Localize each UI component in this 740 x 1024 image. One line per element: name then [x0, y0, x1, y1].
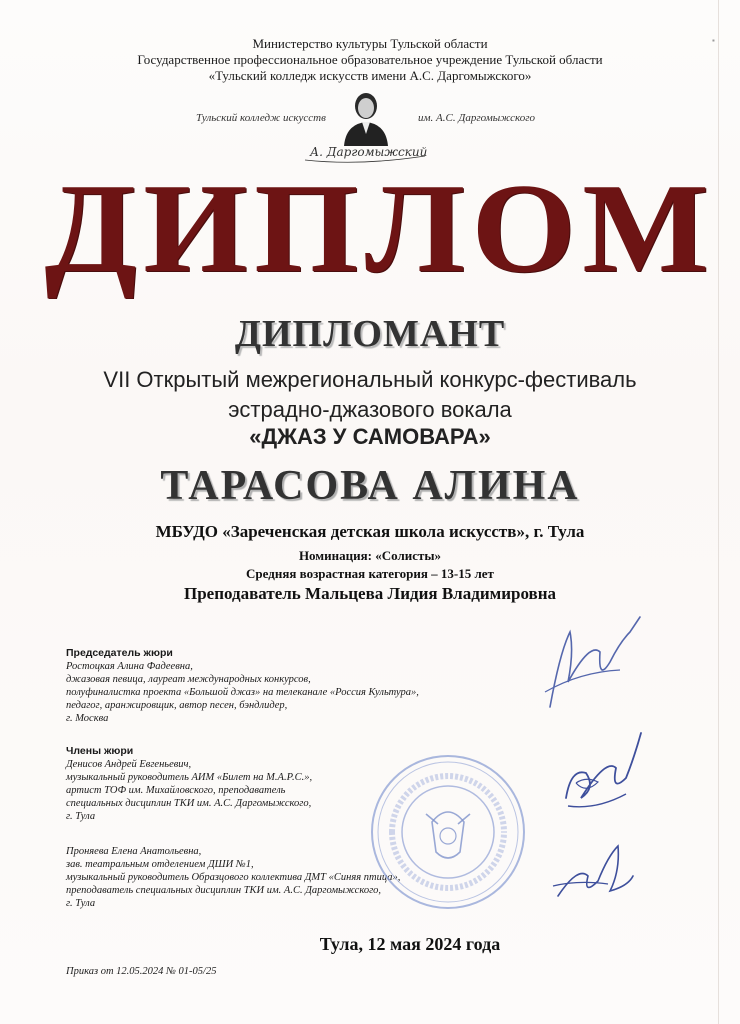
jury-member-line: музыкальный руководитель Образцового коллектива ДМТ «Синяя птица»,	[66, 872, 401, 883]
jury-chair-line: полуфиналистка проекта «Большой джаз» на телеканале «Россия Культура»,	[66, 687, 419, 698]
participant-school: МБУДО «Зареченская детская школа искусств», г. Тула	[155, 522, 585, 541]
jury-chair-line: Ростоцкая Алина Фадеевна,	[66, 661, 193, 672]
order-reference: Приказ от 12.05.2024 № 01-05/25	[66, 966, 217, 977]
logo-right-text: им. А.С. Даргомыжского	[418, 112, 536, 124]
jury-member-line: г. Тула	[66, 898, 96, 909]
jury-chair-line: педагог, аранжировщик, автор песен, бэндлидер,	[66, 700, 288, 711]
jury-member-line: Денисов Андрей Евгеньевич,	[66, 759, 192, 770]
jury-member2-block	[66, 845, 400, 910]
jury-member-line: специальных дисциплин ТКИ им. А.С. Даргомыжского,	[66, 798, 312, 809]
member2-signature-icon	[548, 836, 638, 916]
jury-member1-block	[66, 745, 312, 823]
contest-line-2: эстрадно-джазового вокала	[228, 397, 512, 422]
jury-member-line: преподаватель специальных дисциплин ТКИ им. А.С. Даргомыжского,	[66, 885, 382, 896]
jury-member-line: музыкальный руководитель АИМ «Билет на М.А.Р.С.»,	[66, 772, 313, 783]
jury-member-line: Проняева Елена Анатольевна,	[66, 846, 202, 857]
logo-signature-text: А. Даргомыжский	[310, 145, 428, 159]
jury-chair-line: джазовая певица, лауреат международных конкурсов,	[66, 674, 311, 685]
award-title: ДИПЛОМАНТ	[234, 313, 506, 355]
official-stamp-icon	[368, 752, 528, 912]
diploma-date: Тула, 12 мая 2024 года	[319, 934, 501, 954]
teacher: Преподаватель Мальцева Лидия Владимировна	[184, 584, 556, 603]
scan-mark: ▪	[712, 36, 715, 45]
contest-line-1: VII Открытый межрегиональный конкурс-фестиваль	[103, 367, 637, 392]
jury-member-line: г. Тула	[66, 811, 96, 822]
age-category: Средняя возрастная категория – 13-15 лет	[246, 566, 494, 581]
jury-member-line: артист ТОФ им. Михайловского, преподаватель	[66, 785, 286, 796]
diploma-title: ДИПЛОМ	[44, 157, 716, 299]
participant-name: ТАРАСОВА АЛИНА	[160, 463, 580, 509]
logo-left-text: Тульский колледж искусств	[196, 112, 326, 124]
jury-members-heading: Члены жюри	[66, 745, 134, 757]
jury-chair-line: г. Москва	[66, 713, 109, 724]
college-logo	[0, 104, 740, 164]
chair-signature-icon	[540, 612, 650, 722]
jury-chair-heading: Председатель жюри	[66, 647, 173, 659]
header-college: «Тульский колледж искусств имени А.С. Даргомыжского»	[208, 68, 532, 83]
contest-name: «ДЖАЗ У САМОВАРА»	[249, 424, 491, 449]
member1-signature-icon	[556, 728, 646, 818]
header-institution: Государственное профессиональное образовательное учреждение Тульской области	[137, 52, 603, 67]
header-ministry: Министерство культуры Тульской области	[252, 36, 488, 51]
jury-member-line: зав. театральным отделением ДШИ №1,	[66, 859, 254, 870]
nomination: Номинация: «Солисты»	[298, 548, 442, 563]
jury-chair-block	[66, 647, 419, 725]
